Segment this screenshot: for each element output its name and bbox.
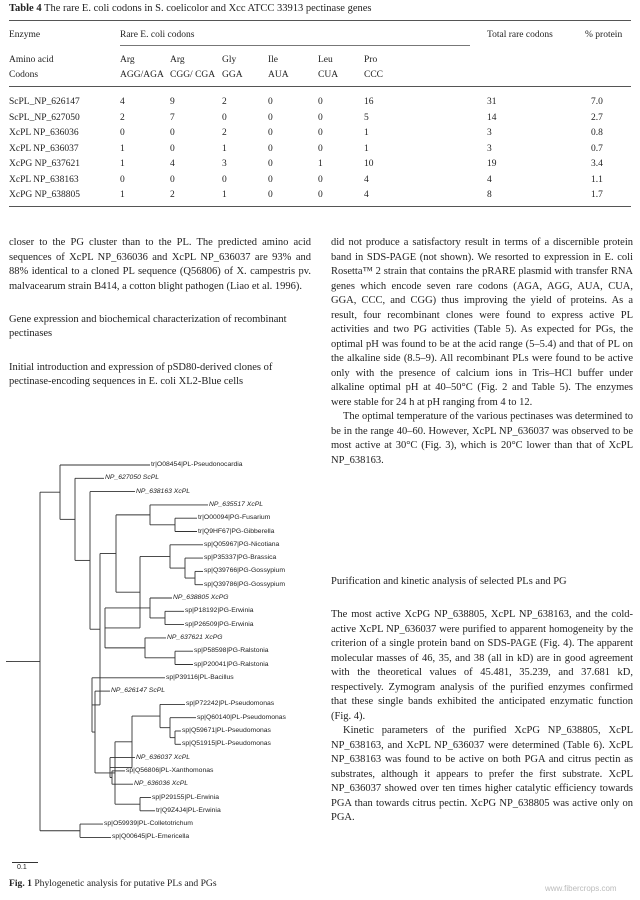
codon-label: AGG/AGA [120, 70, 164, 80]
amino-acid-label: Pro [364, 55, 378, 65]
table-cell-total: 4 [487, 174, 492, 185]
table-cell-count: 0 [268, 128, 273, 138]
table-cell-count: 0 [268, 97, 273, 107]
tree-leaf-label: NP_627050 ScPL [105, 474, 160, 482]
tree-leaf-label: sp|P26509|PG-Erwinia [185, 620, 254, 628]
table-cell-count: 0 [268, 159, 273, 169]
tree-leaf-label: NP_626147 ScPL [111, 687, 166, 695]
tree-leaf-label: sp|P72242|PL-Pseudomonas [186, 700, 275, 708]
table-cell-count: 7 [170, 112, 175, 123]
table-cell-enzyme: ScPL_NP_627050 [9, 112, 80, 123]
codon-label: CCC [364, 70, 384, 80]
table-cell-total: 19 [487, 159, 497, 169]
tree-leaf-label: sp|Q51915|PL-Pseudomonas [182, 740, 271, 748]
table-cell-count: 0 [318, 174, 323, 185]
table-cell-percent: 1.1 [591, 174, 603, 185]
codon-label: CUA [318, 70, 339, 80]
table-cell-count: 9 [170, 97, 175, 107]
tree-leaf-label: sp|Q00645|PL-Emericella [112, 833, 190, 841]
table-cell-percent: 3.4 [591, 159, 603, 169]
table-cell-count: 0 [318, 143, 323, 154]
watermark: www.fibercrops.com [545, 884, 617, 893]
table-cell-count: 0 [170, 143, 175, 154]
table-header-percent: % protein [585, 30, 623, 40]
table-cell-count: 1 [222, 143, 227, 154]
right-paragraph-2: The optimal temperature of the various pectinases was determined to be in the range 40–60. However, XcPL NP_636037 was observed to be most active at 30°C (Fig. 3), which is 20°C lower than that of XcPL NP_638163. [331, 411, 633, 466]
table-cell-count: 1 [120, 190, 125, 200]
tree-leaf-label: NP_638163 XcPL [136, 487, 191, 495]
table-cell-count: 0 [170, 174, 175, 185]
tree-leaf-label: tr|Q9HF67|PG-Gibberella [198, 527, 275, 535]
table-cell-total: 3 [487, 128, 492, 138]
table-cell-total: 8 [487, 190, 492, 200]
table-cell-count: 2 [222, 128, 227, 138]
table-cell-percent: 1.7 [591, 190, 603, 200]
amino-acid-label: Gly [222, 55, 237, 65]
right-paragraph-1: did not produce a satisfactory result in terms of a discernible protein band in SDS-PAGE (not shown). We resorted to expression in E. coli Rosetta™ 2 strain that contains the pRARE plasmid with transfer RNA genes which encode seven rare codons (AGA, AGG, AUA, CUA, GGA, CCC, and CGG) thus improving the yield of proteins. As a result, four recombinant clones were found to express active PL activities and two PG activities (Table 5). As expected for PGs, the optimal pH was found to be at the acid range (5–5.4) and that of PL on the alkaline side (8.5–9). All recombinant PLs were found to be active only with the presence of calcium ions in Tris–HCl buffer under alkaline optimal pH at 40–50°C (Fig. 2 and Table 5). The enzymes were stable for 24 h at pH ranging from 4 to 12. [331, 237, 633, 408]
tree-leaf-label: tr|O00094|PG-Fusarium [198, 514, 271, 522]
amino-acid-label: Arg [170, 55, 185, 65]
tree-leaf-label: NP_636037 XcPL [136, 753, 191, 761]
tree-leaf-label: tr|Q9Z4J4|PL-Erwinia [156, 806, 221, 814]
table-cell-count: 0 [120, 128, 125, 138]
table-cell-count: 0 [170, 128, 175, 138]
table-cell-count: 10 [364, 159, 374, 169]
tree-leaf-label: sp|Q39786|PG-Gossypium [204, 580, 285, 588]
table-cell-count: 0 [268, 174, 273, 185]
table-cell-count: 2 [170, 190, 175, 200]
tree-leaf-label: tr|O08454|PL-Pseudonocardia [151, 461, 243, 468]
table-cell-count: 0 [222, 174, 227, 185]
table-cell-count: 4 [364, 174, 369, 185]
codon-label: AUA [268, 70, 289, 80]
tree-leaf-label: sp|P29155|PL-Erwinia [152, 793, 220, 801]
tree-leaf-label: sp|P58598|PG-Ralstonia [194, 647, 269, 655]
tree-leaf-label: sp|Q60140|PL-Pseudomonas [197, 713, 286, 721]
table-cell-count: 2 [222, 97, 227, 107]
section-heading-purification: Purification and kinetic analysis of selected PLs and PG [331, 576, 567, 587]
amino-acid-label: Ile [268, 55, 279, 65]
table-cell-enzyme: ScPL_NP_626147 [9, 97, 80, 107]
table-caption-text: The rare E. coli codons in S. coelicolor and Xcc ATCC 33913 pectinase genes [44, 3, 372, 14]
tree-leaf-label: sp|O59939|PL-Colletotrichum [104, 820, 193, 828]
table-cell-count: 1 [364, 128, 369, 138]
table-cell-count: 4 [170, 159, 175, 169]
table-cell-count: 0 [318, 190, 323, 200]
table-cell-count: 3 [222, 159, 227, 169]
figure-caption-label: Fig. 1 [9, 878, 32, 889]
table-cell-count: 0 [318, 128, 323, 138]
tree-leaf-label: NP_636036 XcPL [134, 780, 189, 788]
section-heading-gene-expression: Gene expression and biochemical characterization of recombinant pectinases [9, 314, 287, 339]
left-paragraph-1: closer to the PG cluster than to the PL. The predicted amino acid sequences of XcPL NP_636036 and XcPL NP_636037 are 93% and 88% identical to a cloned PL sequence (Q56806) of X. campestris pv. malvacearum strain B414, a cotton blight pathogen (Liao et al. 1996). [9, 237, 311, 292]
scale-bar-label: 0.1 [17, 864, 27, 871]
table-cell-count: 0 [268, 112, 273, 123]
table-cell-enzyme: XcPG NP_637621 [9, 159, 80, 169]
table-cell-percent: 2.7 [591, 112, 603, 123]
table-header-enzyme: Enzyme [9, 30, 41, 40]
table-cell-total: 3 [487, 143, 492, 154]
table-cell-count: 0 [268, 190, 273, 200]
table-label-codons: Codons [9, 70, 39, 80]
table-cell-count: 16 [364, 97, 374, 107]
table-cell-enzyme: XcPL NP_636037 [9, 143, 79, 154]
table-cell-enzyme: XcPL NP_636036 [9, 128, 79, 138]
table-cell-count: 0 [222, 112, 227, 123]
table-header-rare-codons: Rare E. coli codons [120, 30, 195, 40]
table-cell-count: 1 [120, 159, 125, 169]
table-cell-enzyme: XcPG NP_638805 [9, 190, 80, 200]
right-paragraph-4: Kinetic parameters of the purified XcPG NP_638805, XcPL NP_638163, and XcPL NP_636037 were determined (Table 6). XcPL NP_638163 was found to be active on both PGA and citrus pectin as substrates, although it appears to prefer the first substrate. XcPL NP_636037 showed over ten times higher catalytic efficiency towards PGA than towards citrus pectin. XcPG NP_638805 was active only on PGA. [331, 725, 633, 823]
amino-acid-label: Arg [120, 55, 135, 65]
table-cell-count: 1 [222, 190, 227, 200]
tree-leaf-label: sp|P35337|PG-Brassica [204, 554, 277, 562]
table-cell-count: 5 [364, 112, 369, 123]
table-cell-total: 31 [487, 97, 497, 107]
tree-leaf-label: NP_638805 XcPG [173, 594, 229, 601]
tree-leaf-label: NP_637621 XcPG [167, 633, 223, 641]
table-cell-enzyme: XcPL NP_638163 [9, 174, 79, 185]
table-cell-count: 2 [120, 112, 125, 123]
table-label-amino-acid: Amino acid [9, 55, 54, 65]
tree-leaf-label: NP_635517 XcPL [209, 500, 264, 508]
tree-leaf-label: sp|P18192|PG-Erwinia [185, 607, 254, 615]
codon-label: CGG/ CGA [170, 70, 216, 80]
table-cell-count: 1 [318, 159, 323, 169]
table-cell-count: 4 [120, 97, 125, 107]
table-cell-percent: 0.7 [591, 143, 603, 154]
scale-bar [12, 862, 38, 863]
table-cell-count: 1 [120, 143, 125, 154]
subsection-heading-expression: Initial introduction and expression of pSD80-derived clones of pectinase-encoding sequences in E. coli XL2-Blue cells [9, 362, 273, 387]
figure-caption-text: Phylogenetic analysis for putative PLs and PGs [34, 878, 217, 889]
table-cell-count: 0 [318, 97, 323, 107]
table-cell-count: 0 [120, 174, 125, 185]
figure-caption [9, 878, 217, 889]
amino-acid-label: Leu [318, 55, 333, 65]
right-paragraph-3: The most active XcPG NP_638805, XcPL NP_638163, and the cold-active XcPL NP_636037 were purified to apparent homogeneity by the criterion of a single protein band on SDS-PAGE (Fig. 4). The apparent molecular masses of 46, 35, and 38 (all in kD) are in good agreement with the theoretical values of 45.481, 35.239, and 37.681 kD, respectively. Zymogram analysis of the purified enzymes confirmed that these single bands exhibited the anticipated enzymatic function (Fig. 4). [331, 609, 633, 722]
tree-leaf-label: sp|Q56806|PL-Xanthomonas [126, 766, 214, 774]
table-cell-count: 1 [364, 143, 369, 154]
table-cell-count: 0 [268, 143, 273, 154]
table-cell-count: 0 [318, 112, 323, 123]
tree-leaf-label: sp|Q39766|PG-Gossypium [204, 567, 285, 575]
codon-label: GGA [222, 70, 243, 80]
table-cell-percent: 0.8 [591, 128, 603, 138]
tree-leaf-label: sp|Q05967|PG-Nicotiana [204, 540, 280, 548]
table-cell-percent: 7.0 [591, 97, 603, 107]
tree-leaf-label: sp|Q59671|PL-Pseudomonas [182, 727, 271, 734]
tree-leaf-label: sp|P39116|PL-Bacillus [166, 673, 234, 681]
table-header-total: Total rare codons [487, 30, 553, 40]
table-cell-count: 4 [364, 190, 369, 200]
table-cell-total: 14 [487, 112, 497, 123]
tree-leaf-label: sp|P20041|PG-Ralstonia [194, 660, 269, 668]
table-caption-label: Table 4 [9, 3, 42, 14]
